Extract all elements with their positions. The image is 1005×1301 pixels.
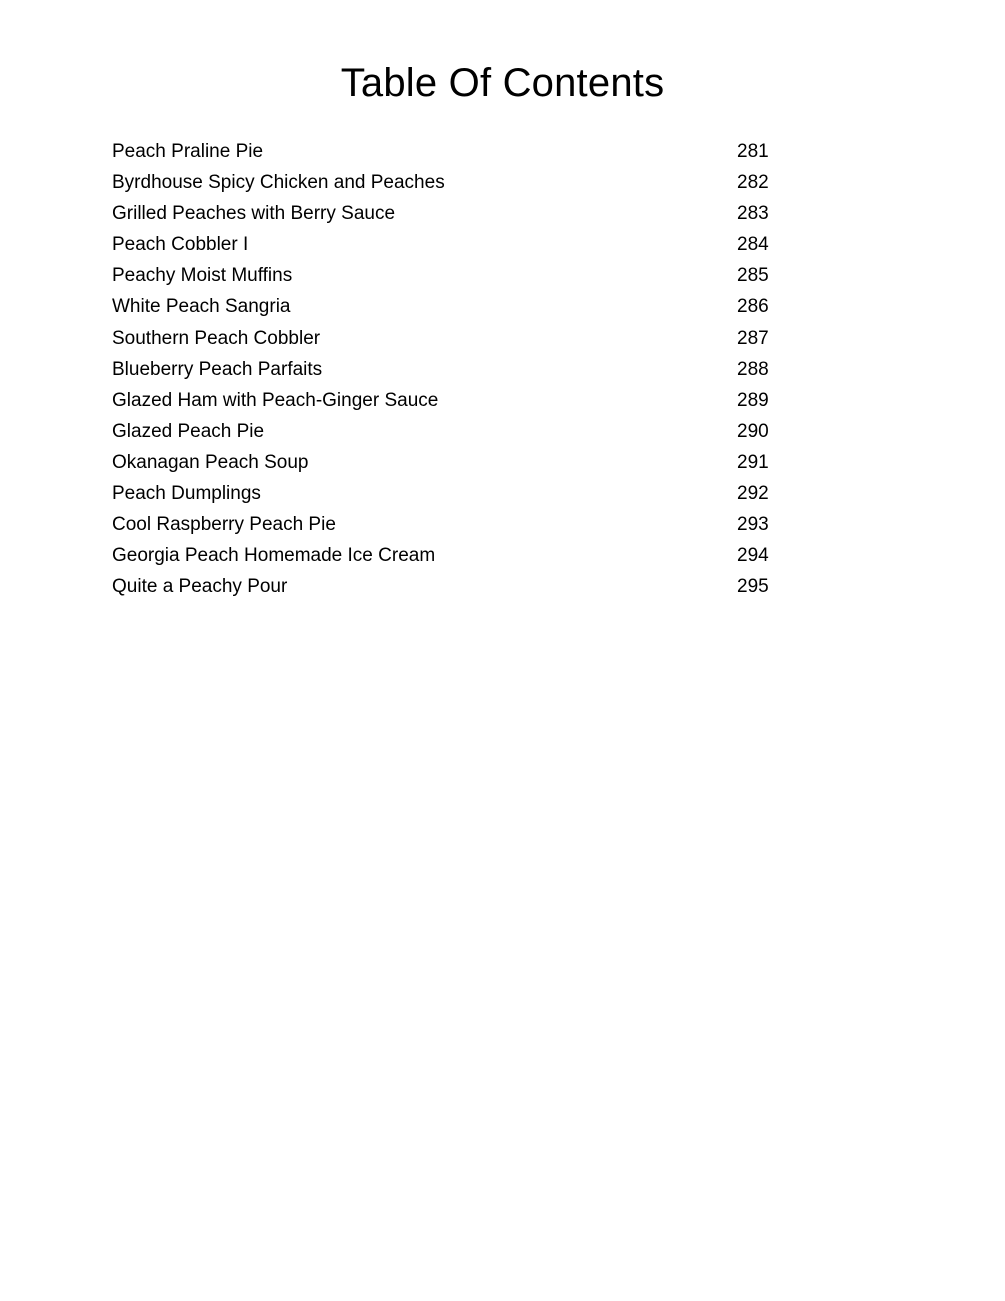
toc-entry-title: Glazed Ham with Peach-Ginger Sauce	[112, 389, 439, 411]
toc-entry-page-number: 293	[737, 514, 769, 536]
toc-entry-title: White Peach Sangria	[112, 296, 291, 318]
toc-entry-title: Georgia Peach Homemade Ice Cream	[112, 545, 436, 567]
toc-entry-page-number: 294	[737, 545, 769, 567]
page-title: Table Of Contents	[340, 61, 665, 105]
toc-entry-page-number: 283	[737, 203, 769, 225]
toc-entry-page-number: 286	[737, 296, 769, 318]
toc-entry[interactable]	[112, 571, 772, 602]
toc-entry[interactable]	[112, 385, 772, 416]
toc-entry[interactable]	[112, 540, 772, 571]
toc-entry-page-number: 292	[737, 483, 769, 505]
toc-entry-title: Quite a Peachy Pour	[112, 576, 288, 598]
toc-entry-page-number: 282	[737, 172, 769, 194]
toc-entry-page-number: 287	[737, 327, 769, 349]
toc-entry-title: Peach Praline Pie	[112, 141, 264, 162]
toc-entry-title: Peachy Moist Muffins	[112, 265, 293, 287]
toc-entry[interactable]	[112, 136, 772, 167]
toc-entry[interactable]	[112, 167, 772, 198]
toc-entry-page-number: 281	[737, 141, 769, 162]
toc-entry-title: Grilled Peaches with Berry Sauce	[112, 203, 396, 225]
toc-entry-page-number: 291	[737, 451, 769, 473]
toc-entry-page-number: 295	[737, 576, 769, 598]
toc-entry-title: Cool Raspberry Peach Pie	[112, 514, 336, 536]
toc-entry[interactable]	[112, 509, 772, 540]
toc-entry-title: Peach Dumplings	[112, 483, 261, 505]
toc-entry[interactable]	[112, 291, 772, 322]
toc-entry-title: Okanagan Peach Soup	[112, 451, 309, 473]
toc-entry[interactable]	[112, 416, 772, 447]
toc-entry-title: Byrdhouse Spicy Chicken and Peaches	[112, 172, 445, 194]
toc-entry-page-number: 285	[737, 265, 769, 287]
toc-entry-title: Blueberry Peach Parfaits	[112, 358, 323, 380]
toc-entry[interactable]	[112, 229, 772, 260]
table-of-contents	[112, 136, 772, 602]
toc-entry[interactable]	[112, 478, 772, 509]
toc-entry-page-number: 289	[737, 389, 769, 411]
toc-entry[interactable]	[112, 260, 772, 291]
toc-entry-page-number: 288	[737, 358, 769, 380]
toc-entry[interactable]	[112, 198, 772, 229]
toc-entry[interactable]	[112, 447, 772, 478]
toc-entry[interactable]	[112, 354, 772, 385]
toc-entry-page-number: 290	[737, 420, 769, 442]
toc-entry[interactable]	[112, 323, 772, 354]
toc-entry-title: Glazed Peach Pie	[112, 420, 265, 442]
toc-entry-title: Southern Peach Cobbler	[112, 327, 321, 349]
toc-entry-title: Peach Cobbler I	[112, 234, 249, 256]
toc-entry-page-number: 284	[737, 234, 769, 256]
